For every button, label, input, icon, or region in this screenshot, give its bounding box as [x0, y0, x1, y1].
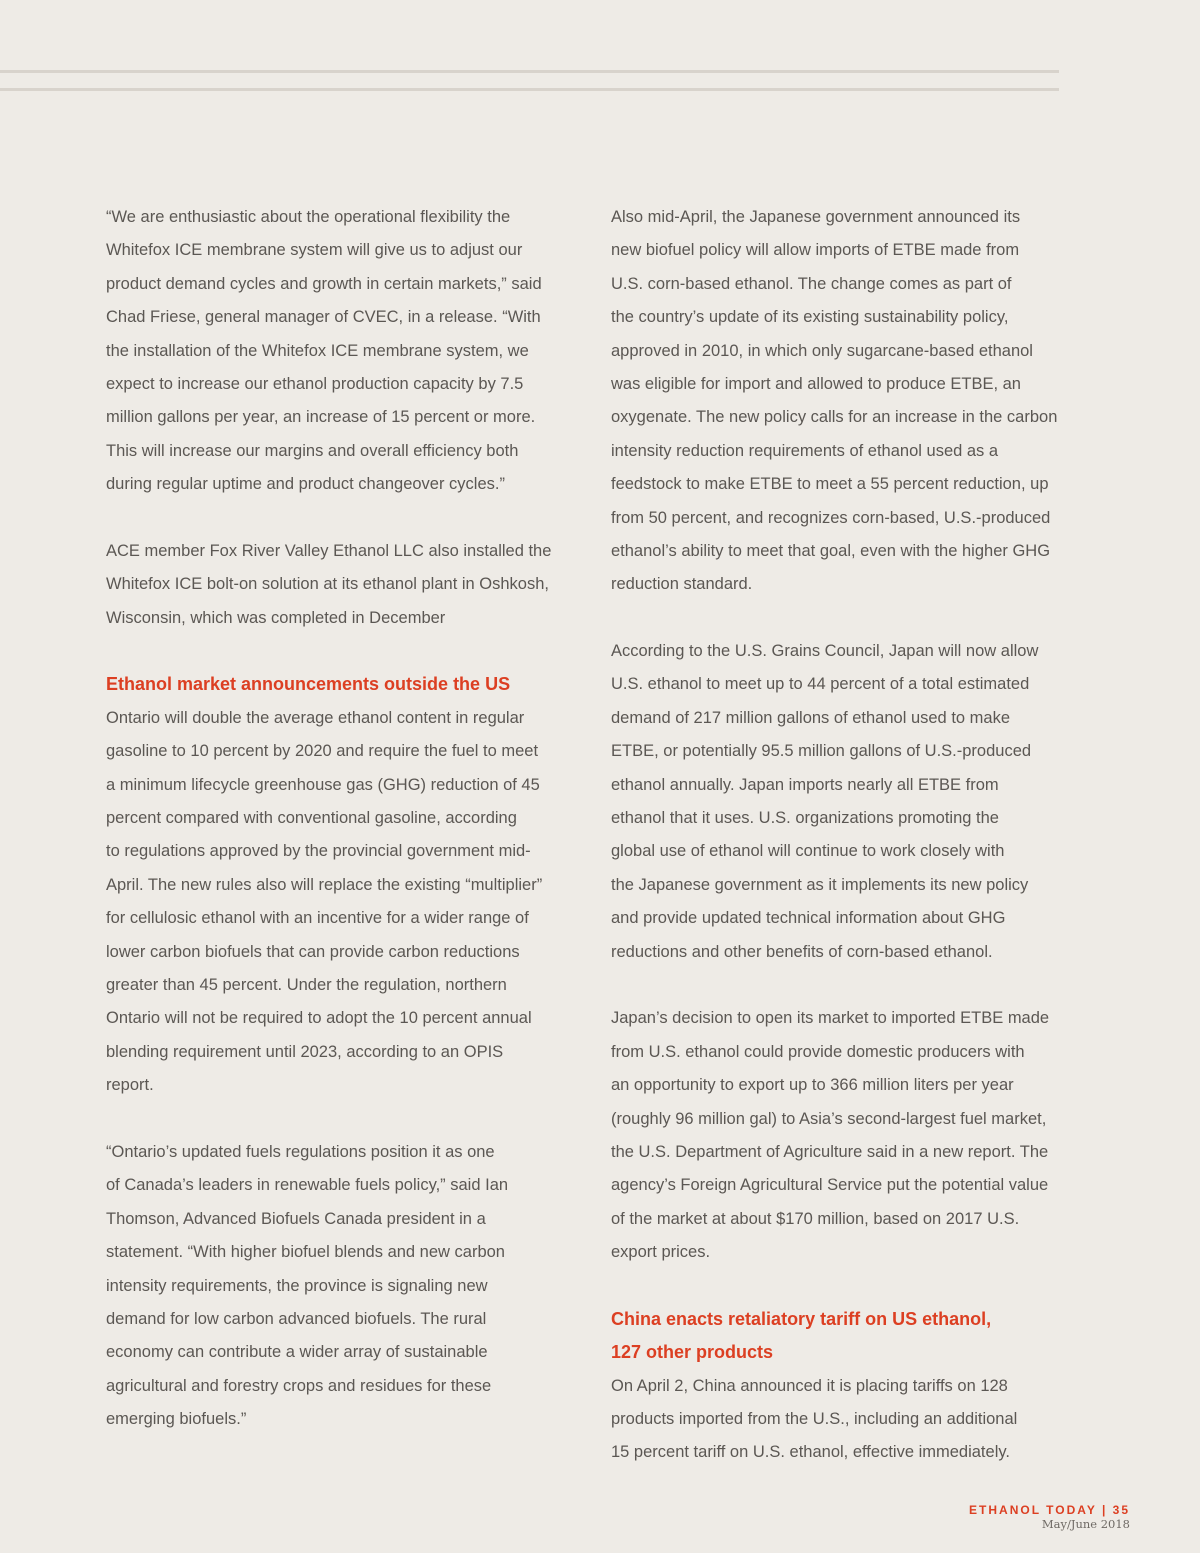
text-line: reductions and other benefits of corn-based ethanol.: [611, 942, 993, 961]
text-line: was eligible for import and allowed to produce ETBE, an: [611, 374, 1021, 393]
text-line: emerging biofuels.”: [106, 1410, 247, 1429]
paragraph: [611, 1370, 1071, 1470]
text-line: the installation of the Whitefox ICE membrane system, we: [106, 341, 529, 360]
heading-line: China enacts retaliatory tariff on US ethanol,: [611, 1308, 992, 1329]
text-line: According to the U.S. Grains Council, Japan will now allow: [611, 642, 1039, 661]
text-line: Ontario will not be required to adopt the 10 percent annual: [106, 1009, 532, 1028]
text-line: Thomson, Advanced Biofuels Canada president in a: [106, 1209, 486, 1228]
text-line: for cellulosic ethanol with an incentive for a wider range of: [106, 909, 529, 928]
paragraph: [611, 201, 1071, 602]
text-line: percent compared with conventional gasoline, according: [106, 809, 517, 828]
text-line: an opportunity to export up to 366 million liters per year: [611, 1076, 1014, 1095]
text-line: ethanol annually. Japan imports nearly all ETBE from: [611, 775, 999, 794]
text-line: 15 percent tariff on U.S. ethanol, effective immediately.: [611, 1443, 1010, 1462]
text-line: Whitefox ICE bolt-on solution at its ethanol plant in Oshkosh,: [106, 575, 549, 594]
paragraph: [611, 1002, 1071, 1269]
heading-line: Ethanol market announcements outside the US: [106, 674, 511, 695]
section-heading: [611, 1303, 1071, 1370]
section-heading: [106, 668, 566, 701]
text-line: during regular uptime and product changeover cycles.”: [106, 475, 505, 494]
text-line: new biofuel policy will allow imports of ETBE made from: [611, 241, 1020, 260]
text-line: from 50 percent, and recognizes corn-based, U.S.-produced: [611, 508, 1051, 527]
paragraph-spacer: [106, 635, 566, 668]
text-line: Also mid-April, the Japanese government announced its: [611, 208, 1021, 226]
text-line: agency’s Foreign Agricultural Service put the potential value: [611, 1176, 1049, 1195]
text-line: greater than 45 percent. Under the regulation, northern: [106, 975, 507, 994]
text-line: of Canada’s leaders in renewable fuels policy,” said Ian: [106, 1176, 509, 1195]
text-line: export prices.: [611, 1243, 711, 1262]
text-line: global use of ethanol will continue to work closely with: [611, 842, 1005, 861]
text-line: Wisconsin, which was completed in December: [106, 608, 446, 627]
text-line: blending requirement until 2023, according to an OPIS: [106, 1042, 504, 1061]
text-line: agricultural and forestry crops and residues for these: [106, 1376, 492, 1395]
text-line: “We are enthusiastic about the operational flexibility the: [106, 208, 511, 226]
text-line: reduction standard.: [611, 575, 753, 594]
text-line: a minimum lifecycle greenhouse gas (GHG) reduction of 45: [106, 775, 540, 794]
text-line: and provide updated technical information about GHG: [611, 909, 1006, 928]
text-line: Ontario will double the average ethanol content in regular: [106, 708, 525, 727]
text-line: “Ontario’s updated fuels regulations position it as one: [106, 1142, 495, 1161]
text-line: million gallons per year, an increase of 15 percent or more.: [106, 408, 536, 427]
text-line: ETBE, or potentially 95.5 million gallons of U.S.-produced: [611, 742, 1032, 761]
text-line: to regulations approved by the provincial government mid-: [106, 842, 531, 861]
paragraph-spacer: [611, 969, 1071, 1002]
text-line: demand for low carbon advanced biofuels. The rural: [106, 1309, 487, 1328]
text-line: ethanol’s ability to meet that goal, even with the higher GHG: [611, 541, 1051, 560]
text-line: from U.S. ethanol could provide domestic producers with: [611, 1042, 1025, 1061]
text-line: lower carbon biofuels that can provide carbon reductions: [106, 942, 520, 961]
text-line: gasoline to 10 percent by 2020 and require the fuel to meet: [106, 742, 539, 761]
left-column: [106, 201, 566, 1436]
text-line: statement. “With higher biofuel blends and new carbon: [106, 1243, 505, 1262]
paragraph: [611, 635, 1071, 969]
text-line: Whitefox ICE membrane system will give us to adjust our: [106, 241, 523, 260]
paragraph-spacer: [106, 1103, 566, 1136]
text-line: of the market at about $170 million, based on 2017 U.S.: [611, 1209, 1020, 1228]
text-line: April. The new rules also will replace the existing “multiplier”: [106, 875, 543, 894]
text-line: intensity reduction requirements of ethanol used as a: [611, 441, 999, 460]
text-line: ACE member Fox River Valley Ethanol LLC also installed the: [106, 541, 552, 560]
paragraph: [106, 1136, 566, 1437]
text-line: demand of 217 million gallons of ethanol used to make: [611, 708, 1011, 727]
top-rule-secondary: [0, 88, 1059, 91]
text-line: oxygenate. The new policy calls for an increase in the carbon: [611, 408, 1058, 427]
magazine-page-number: ETHANOL TODAY | 35: [969, 1503, 1130, 1517]
text-line: On April 2, China announced it is placing tariffs on 128: [611, 1376, 1008, 1395]
text-line: Chad Friese, general manager of CVEC, in a release. “With: [106, 308, 541, 327]
text-line: feedstock to make ETBE to meet a 55 percent reduction, up: [611, 475, 1049, 494]
paragraph-spacer: [106, 502, 566, 535]
text-line: expect to increase our ethanol production capacity by 7.5: [106, 374, 524, 393]
text-line: the country’s update of its existing sustainability policy,: [611, 308, 1009, 327]
paragraph: [106, 201, 566, 502]
text-line: U.S. ethanol to meet up to 44 percent of a total estimated: [611, 675, 1030, 694]
text-line: products imported from the U.S., including an additional: [611, 1410, 1018, 1429]
text-line: the U.S. Department of Agriculture said in a new report. The: [611, 1142, 1049, 1161]
right-column: [611, 201, 1071, 1470]
issue-date: May/June 2018: [1041, 1517, 1130, 1531]
text-line: the Japanese government as it implements its new policy: [611, 875, 1029, 894]
heading-line: 127 other products: [611, 1342, 774, 1363]
text-line: (roughly 96 million gal) to Asia’s second-largest fuel market,: [611, 1109, 1047, 1128]
paragraph: [106, 535, 566, 635]
text-line: report.: [106, 1076, 154, 1095]
page-footer: [969, 1503, 1130, 1531]
text-line: intensity requirements, the province is signaling new: [106, 1276, 488, 1295]
paragraph-spacer: [611, 602, 1071, 635]
text-line: Japan’s decision to open its market to imported ETBE made: [611, 1009, 1050, 1028]
paragraph: [106, 702, 566, 1103]
text-line: ethanol that it uses. U.S. organizations promoting the: [611, 809, 999, 828]
top-rule: [0, 70, 1059, 73]
text-line: product demand cycles and growth in certain markets,” said: [106, 274, 542, 293]
text-line: This will increase our margins and overall efficiency both: [106, 441, 519, 460]
text-line: economy can contribute a wider array of sustainable: [106, 1343, 488, 1362]
text-line: approved in 2010, in which only sugarcane-based ethanol: [611, 341, 1033, 360]
paragraph-spacer: [611, 1270, 1071, 1303]
text-line: U.S. corn-based ethanol. The change comes as part of: [611, 274, 1012, 293]
